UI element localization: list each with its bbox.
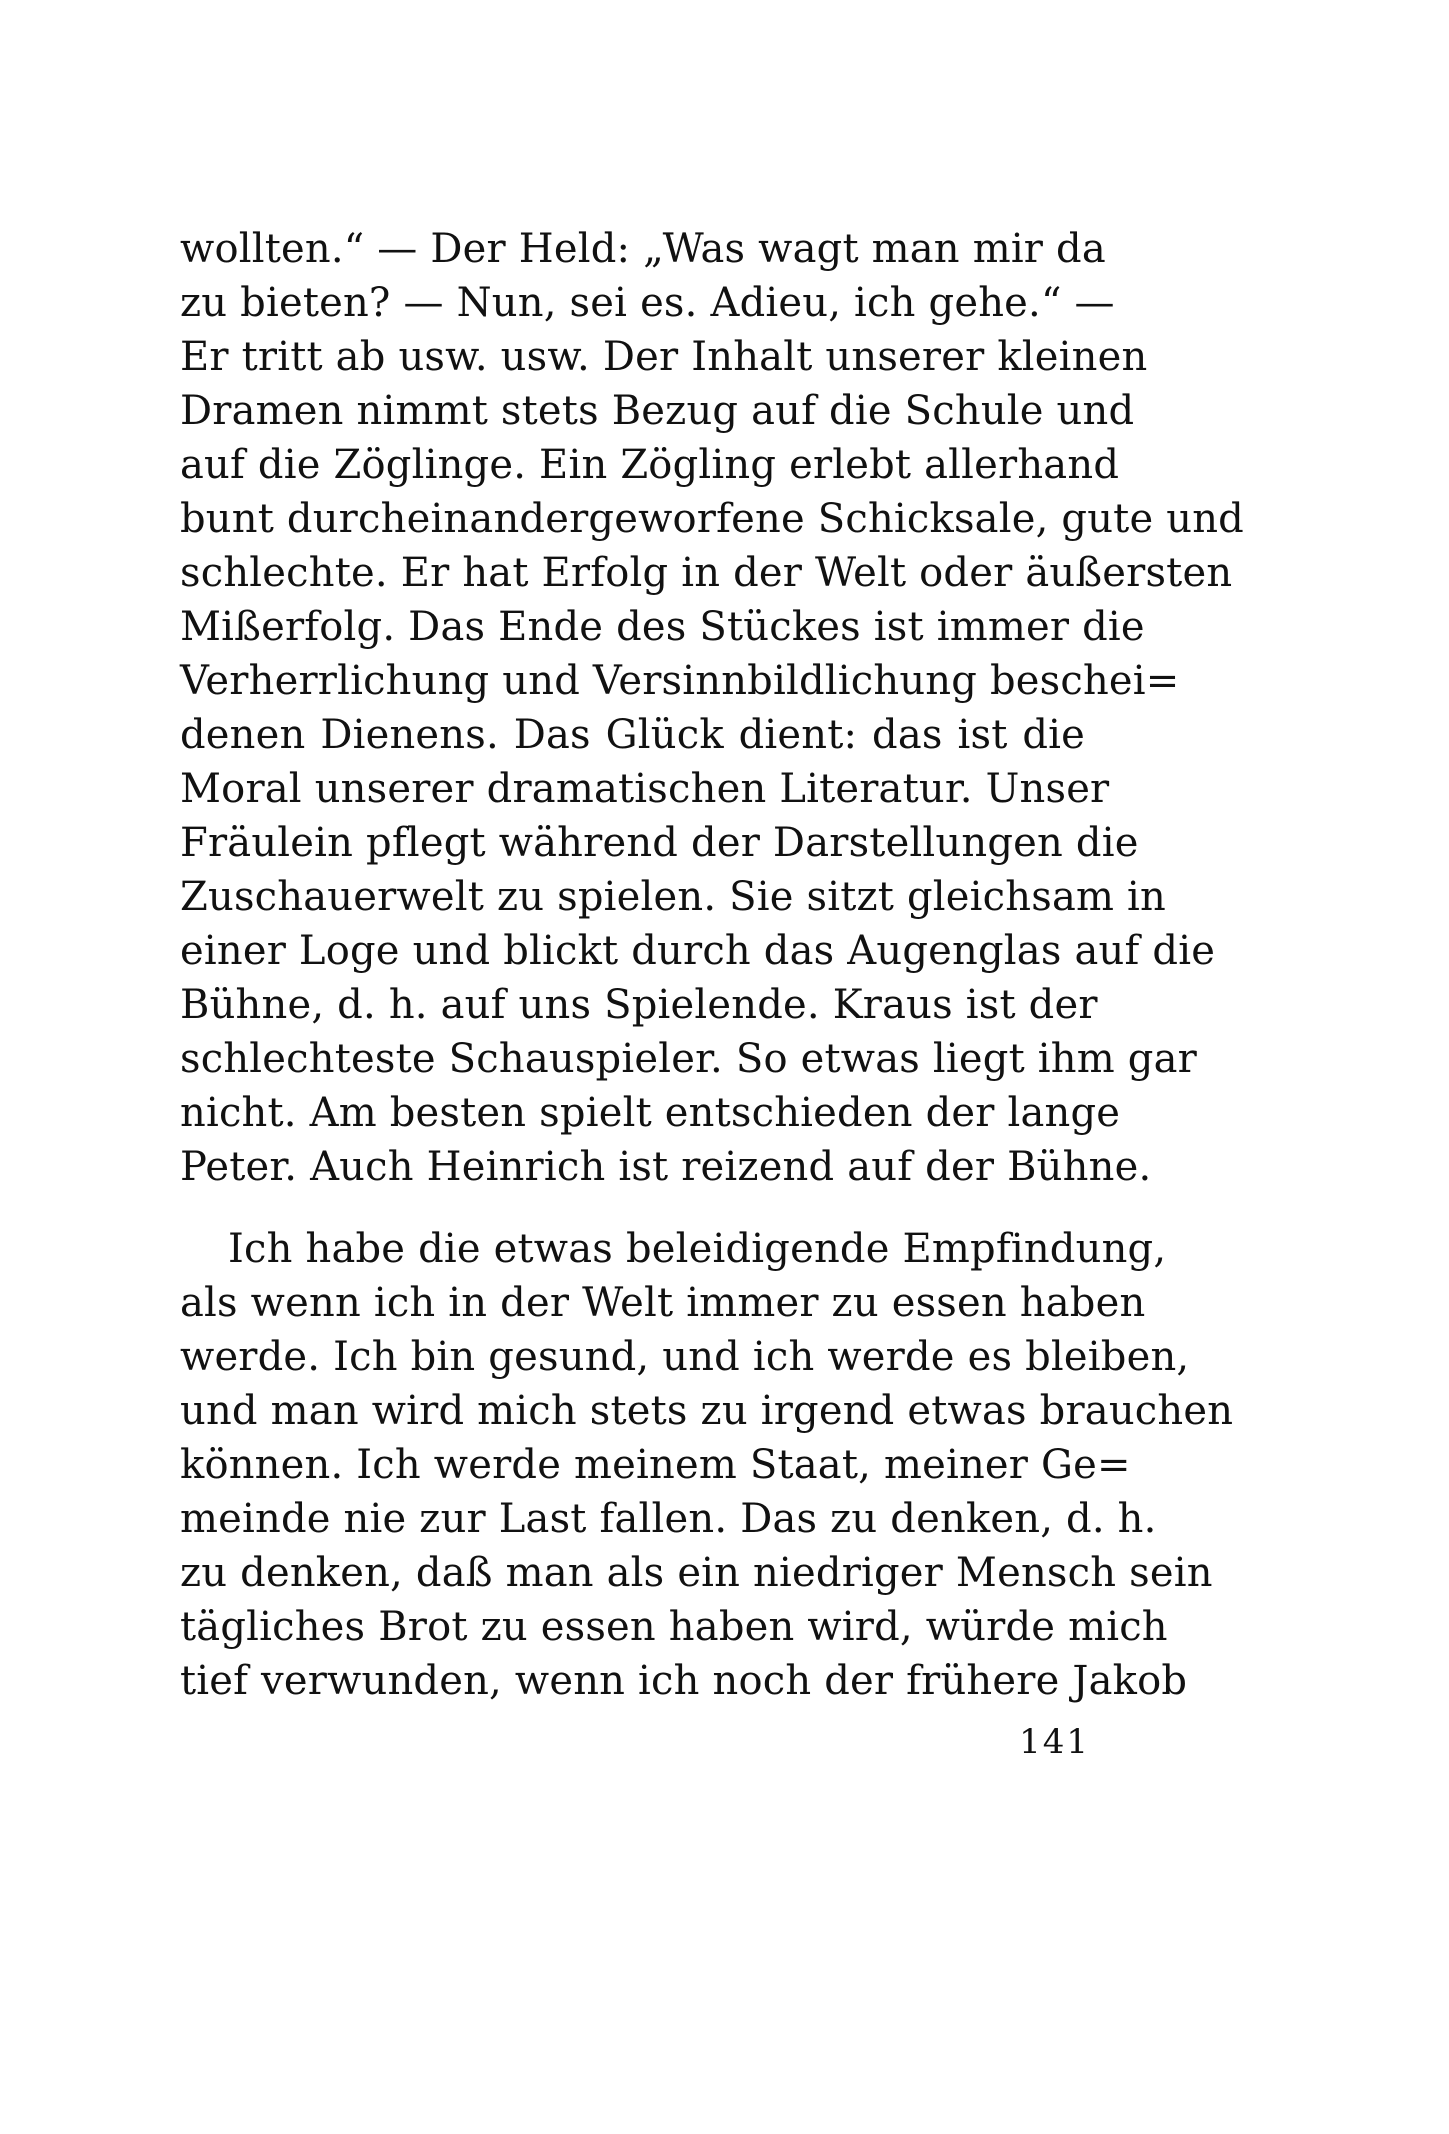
text-line: zu bieten? — Nun, sei es. Adieu, ich gehe.“ — [180,280,1115,326]
text-line: auf die Zöglinge. Ein Zögling erlebt allerhand [180,442,1120,488]
text-line: Peter. Auch Heinrich ist reizend auf der Bühne. [180,1144,1152,1190]
text-line: tägliches Brot zu essen haben wird, würde mich [180,1604,1168,1650]
text-line: denen Dienens. Das Glück dient: das ist die [180,712,1085,758]
text-line: bunt durcheinandergeworfene Schicksale, gute und [180,496,1244,542]
text-line: und man wird mich stets zu irgend etwas brauchen [180,1388,1234,1434]
text-line: Zuschauerwelt zu spielen. Sie sitzt gleichsam in [180,874,1166,920]
text-line: schlechte. Er hat Erfolg in der Welt oder äußersten [180,550,1233,596]
text-line: nicht. Am besten spielt entschieden der lange [180,1090,1121,1136]
text-line: tief verwunden, wenn ich noch der frühere Jakob [180,1658,1188,1704]
text-line: können. Ich werde meinem Staat, meiner Ge= [180,1442,1131,1488]
paragraph-1 [180,222,1244,1194]
text-line: schlechteste Schauspieler. So etwas liegt ihm gar [180,1036,1197,1082]
text-line: Er tritt ab usw. usw. Der Inhalt unserer kleinen [180,334,1148,380]
text-line: zu denken, daß man als ein niedriger Mensch sein [180,1550,1213,1596]
text-line: Fräulein pflegt während der Darstellungen die [180,820,1139,866]
text-line: Verherrlichung und Versinnbildlichung beschei= [180,658,1180,704]
text-line: als wenn ich in der Welt immer zu essen haben [180,1280,1146,1326]
text-line: meinde nie zur Last fallen. Das zu denken, d. h. [180,1496,1157,1542]
text-line: Ich habe die etwas beleidigende Empfindung, [228,1226,1167,1272]
text-line: wollten.“ — Der Held: „Was wagt man mir da [180,226,1106,272]
text-line: werde. Ich bin gesund, und ich werde es bleiben, [180,1334,1190,1380]
text-line: Bühne, d. h. auf uns Spielende. Kraus ist der [180,982,1098,1028]
text-line: Mißerfolg. Das Ende des Stückes ist immer die [180,604,1145,650]
text-line: Dramen nimmt stets Bezug auf die Schule und [180,388,1135,434]
paragraph-2 [180,1222,1234,1708]
text-line: Moral unserer dramatischen Literatur. Unser [180,766,1110,812]
text-line: einer Loge und blickt durch das Augenglas auf die [180,928,1216,974]
page-number: 141 [1019,1722,1090,1762]
